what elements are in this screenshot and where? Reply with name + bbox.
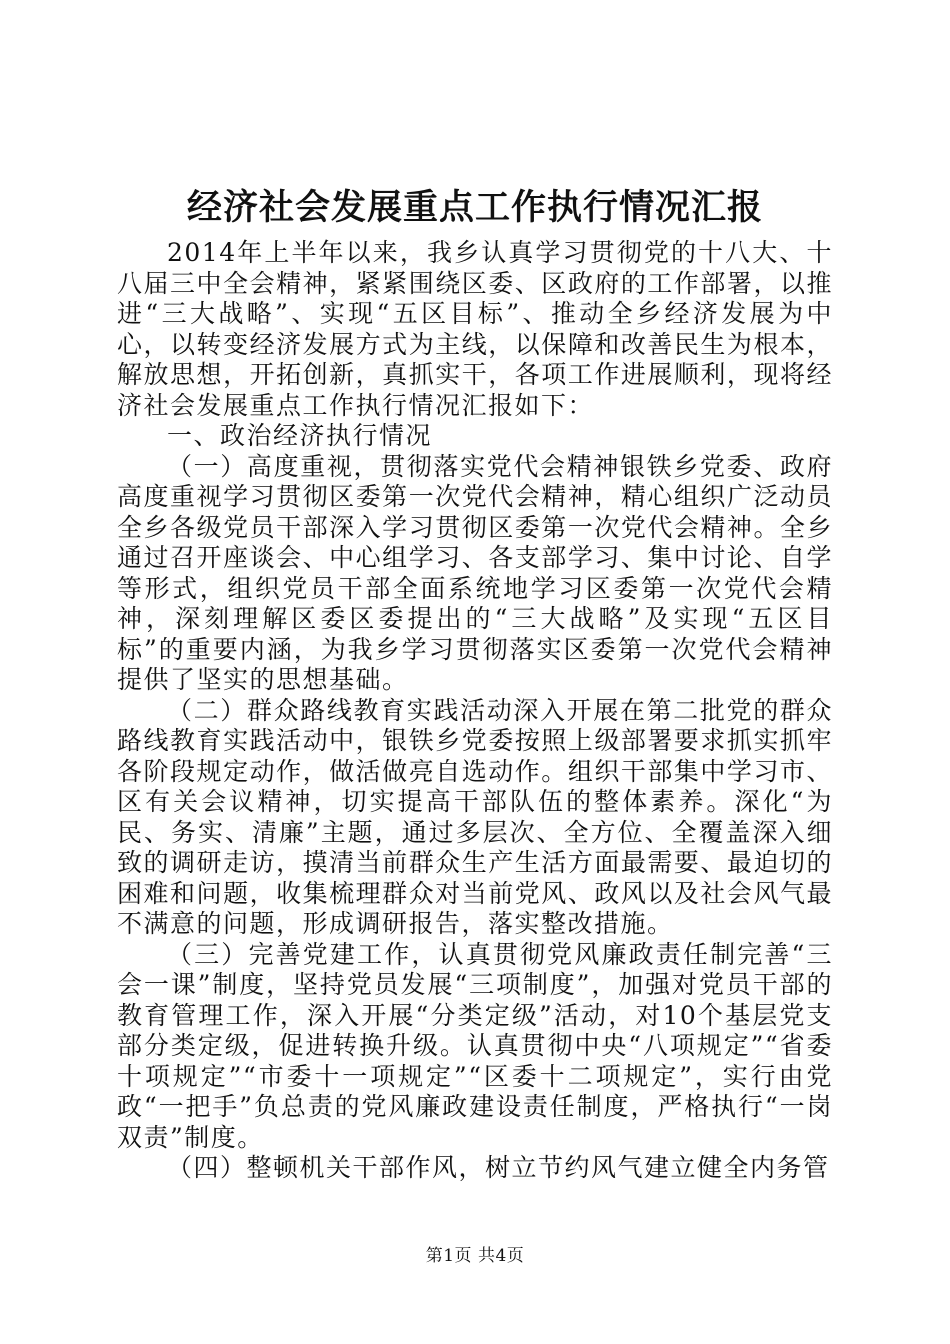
- page-number-footer: 第1页 共4页: [425, 1246, 525, 1266]
- paragraph-item-1: （一）高度重视，贯彻落实党代会精神银铁乡党委、政府高度重视学习贯彻区委第一次党代会精神，精心组织广泛动员全乡各级党员干部深入学习贯彻区委第一次党代会精神。全乡通过召开座谈会、中心组学习、各支部学习、集中讨论、自学等形式，组织党员干部全面系统地学习区委第一次党代会精神，深刻理解区委区委提出的“三大战略”及实现“五区目标”的重要内涵，为我乡学习贯彻落实区委第一次党代会精神提供了坚实的思想基础。: [117, 451, 833, 694]
- document-title: 经济社会发展重点工作执行情况汇报: [186, 187, 763, 228]
- paragraph-intro: 2014年上半年以来，我乡认真学习贯彻党的十八大、十八届三中全会精神，紧紧围绕区委、区政府的工作部署，以推进“三大战略”、实现“五区目标”、推动全乡经济发展为中心，以转变经济发展方式为主线，以保障和改善民生为根本，解放思想，开拓创新，真抓实干，各项工作进展顺利，现将经济社会发展重点工作执行情况汇报如下：: [117, 238, 833, 420]
- paragraph-item-4: （四）整顿机关干部作风，树立节约风气建立健全内务管: [167, 1153, 830, 1182]
- document-body: [117, 238, 833, 1184]
- paragraph-item-3: （三）完善党建工作，认真贯彻党风廉政责任制完善“三会一课”制度，坚持党员发展“三项制度”，加强对党员干部的教育管理工作，深入开展“分类定级”活动，对10个基层党支部分类定级，促进转换升级。认真贯彻中央“八项规定”“省委十项规定”“市委十一项规定”“区委十二项规定”，实行由党政“一把手”负总责的党风廉政建设责任制度，严格执行“一岗双责”制度。: [117, 939, 833, 1152]
- paragraph-item-2: （二）群众路线教育实践活动深入开展在第二批党的群众路线教育实践活动中，银铁乡党委按照上级部署要求抓实抓牢各阶段规定动作，做活做亮自选动作。组织干部集中学习市、区有关会议精神，切实提高干部队伍的整体素养。深化“为民、务实、清廉”主题，通过多层次、全方位、全覆盖深入细致的调研走访，摸清当前群众生产生活方面最需要、最迫切的困难和问题，收集梳理群众对当前党风、政风以及社会风气最不满意的问题，形成调研报告，落实整改措施。: [117, 695, 833, 938]
- section-heading-1: 一、政治经济执行情况: [167, 421, 433, 450]
